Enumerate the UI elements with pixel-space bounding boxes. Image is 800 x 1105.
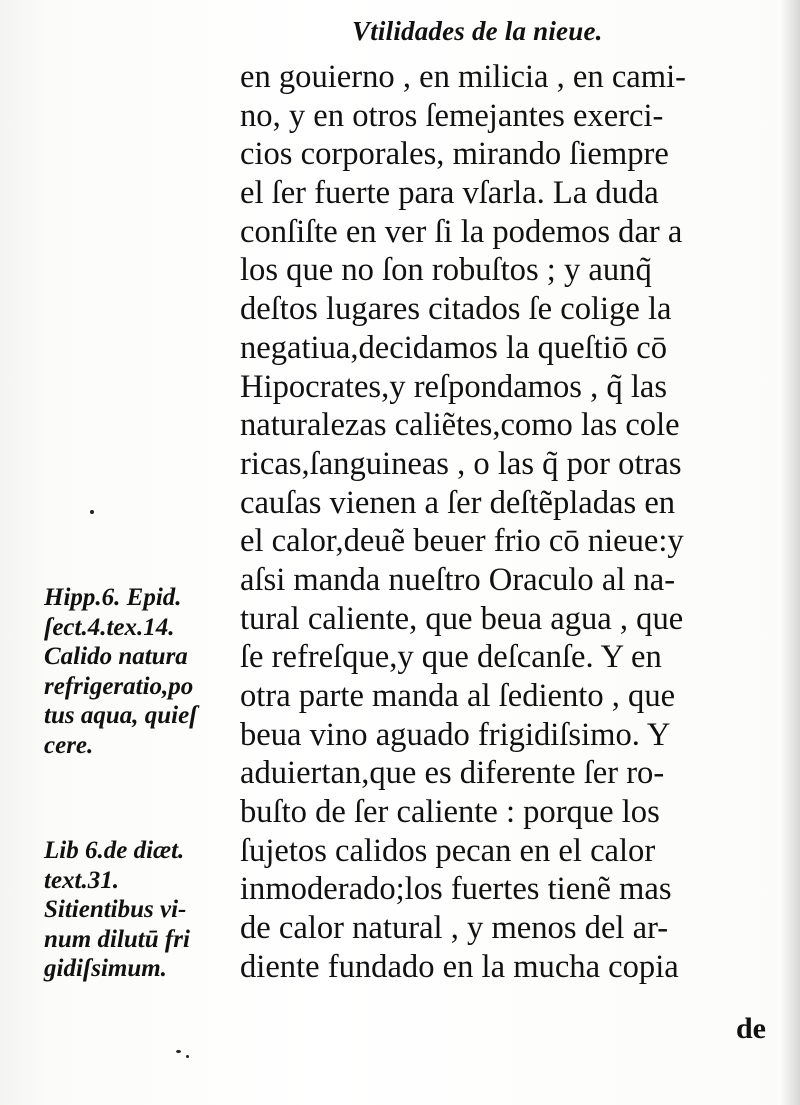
margin-note-line: refrigeratio,po [44, 672, 194, 700]
margin-note-line: tus aqua, quieſ [44, 702, 198, 729]
body-line: naturalezas caliẽtes,como las cole [240, 407, 680, 444]
body-line: los que no ſon robuſtos ; y aunq̃ [240, 252, 652, 289]
ink-speck [90, 510, 94, 514]
running-head: Vtilidades de la nieue. [352, 16, 603, 46]
body-line: diente fundado en la mucha copia [240, 948, 679, 985]
body-line: el ſer fuerte para vſarla. La duda [240, 175, 659, 212]
body-line: cauſas vienen a ſer deſtẽpladas en [240, 484, 676, 521]
ink-speck [176, 1050, 181, 1053]
margin-note-line: text.31. [44, 866, 119, 894]
body-line: cios corporales, mirando ſiempre [240, 136, 669, 173]
body-line: aſsi manda nueſtro Oraculo al na- [240, 561, 676, 598]
margin-note-line: ſect.4.tex.14. [44, 613, 175, 641]
body-line: de calor natural , y menos del ar- [240, 910, 669, 947]
body-line: inmoderado;los fuertes tienẽ mas [240, 871, 672, 908]
page-edge-shadow [778, 0, 800, 1105]
catchword: de [736, 1012, 766, 1045]
margin-note-line: Calido natura [44, 643, 188, 670]
margin-note-line: num dilutū fri [44, 925, 190, 953]
margin-note-line: Sitientibus vi- [44, 896, 187, 923]
margin-note-line: cere. [44, 731, 94, 759]
body-line: otra parte manda al ſediento , que [240, 678, 676, 714]
body-line: aduiertan,que es diferente ſer ro- [240, 755, 665, 792]
body-line: buſto de ſer caliente : porque los [240, 794, 660, 831]
margin-note-diet [44, 836, 249, 984]
body-line: ſe refreſque,y que deſcanſe. Y en [240, 639, 662, 676]
margin-note-line: gidiſsimum. [44, 955, 167, 982]
body-line: ricas,ſanguineas , o las q̃ por otras [240, 445, 682, 482]
ink-speck [186, 1055, 189, 1058]
body-line: negatiua,decidamos la queſtiō cō [240, 329, 667, 366]
body-line: Hipocrates,y reſpondamos , q̃ las [240, 368, 668, 405]
body-line: conſiſte en ver ſi la podemos dar a [240, 213, 683, 250]
body-line: en gouierno , en milicia , en cami- [240, 59, 686, 95]
margin-note-line: Lib 6.de diæt. [44, 837, 185, 864]
body-line: el calor,deuẽ beuer frio cō nieue:y [240, 523, 684, 560]
body-text [240, 58, 775, 987]
body-line: beua vino aguado frigidiſsimo. Y [240, 716, 671, 753]
margin-note-line: Hipp.6. Epid. [44, 584, 182, 611]
body-line: no, y en otros ſemejantes exerci- [240, 97, 664, 134]
margin-note-hippocrates [44, 583, 249, 760]
body-line: ſujetos calidos pecan en el calor [240, 832, 656, 869]
body-line: deſtos lugares citados ſe colige la [240, 291, 672, 328]
body-line: tural caliente, que beua agua , que [240, 600, 684, 637]
